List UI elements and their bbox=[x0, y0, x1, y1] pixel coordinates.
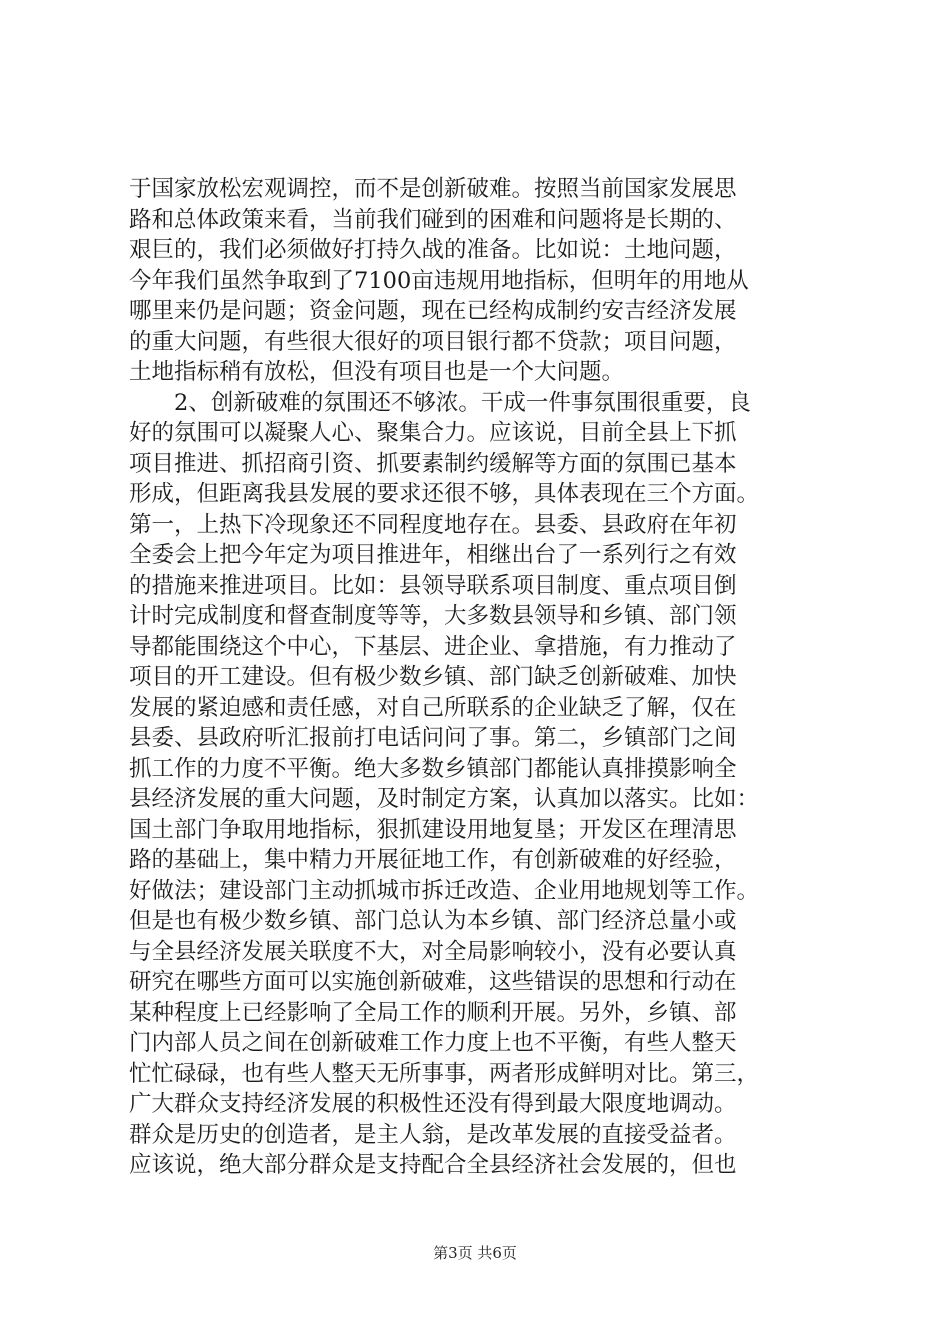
text-line: 全委会上把今年定为项目推进年，相继出台了一系列行之有效 bbox=[129, 542, 737, 568]
text-line: 今年我们虽然争取到了7100亩违规用地指标，但明年的用地从 bbox=[129, 267, 749, 294]
text-line: 导都能围绕这个中心，下基层、进企业、拿措施，有力推动了 bbox=[129, 633, 737, 660]
text-line: 于国家放松宏观调控，而不是创新破难。按照当前国家发展思 bbox=[129, 176, 737, 202]
text-line: 与全县经济发展关联度不大，对全局影响较小，没有必要认真 bbox=[129, 938, 737, 965]
text-line: 第一，上热下冷现象还不同程度地存在。县委、县政府在年初 bbox=[129, 511, 737, 538]
text-line: 2、创新破难的氛围还不够浓。干成一件事氛围很重要，良 bbox=[129, 389, 751, 416]
text-line: 土地指标稍有放松，但没有项目也是一个大问题。 bbox=[129, 359, 625, 385]
text-line: 好的氛围可以凝聚人心、聚集合力。应该说，目前全县上下抓 bbox=[129, 420, 737, 446]
text-line: 哪里来仍是问题；资金问题，现在已经构成制约安吉经济发展 bbox=[129, 298, 737, 324]
text-line: 忙忙碌碌，也有些人整天无所事事，两者形成鲜明对比。第三， bbox=[129, 1060, 760, 1087]
text-line: 抓工作的力度不平衡。绝大多数乡镇部门都能认真排摸影响全 bbox=[129, 755, 737, 782]
text-line: 县经济发展的重大问题，及时制定方案，认真加以落实。比如： bbox=[129, 786, 760, 812]
text-line: 项目的开工建设。但有极少数乡镇、部门缺乏创新破难、加快 bbox=[129, 664, 737, 690]
text-line: 路和总体政策来看，当前我们碰到的困难和问题将是长期的、 bbox=[129, 206, 737, 233]
text-line: 艰巨的，我们必须做好打持久战的准备。比如说：土地问题， bbox=[129, 237, 737, 263]
text-line: 好做法；建设部门主动抓城市拆迁改造、企业用地规划等工作。 bbox=[129, 877, 760, 904]
text-line: 群众是历史的创造者，是主人翁，是改革发展的直接受益者。 bbox=[129, 1121, 737, 1148]
text-line: 项目推进、抓招商引资、抓要素制约缓解等方面的氛围已基本 bbox=[129, 450, 737, 477]
text-line: 应该说，绝大部分群众是支持配合全县经济社会发展的，但也 bbox=[129, 1152, 737, 1178]
text-line: 研究在哪些方面可以实施创新破难，这些错误的思想和行动在 bbox=[129, 969, 737, 995]
text-line: 路的基础上，集中精力开展征地工作，有创新破难的好经验， bbox=[129, 847, 737, 873]
page-footer: 第3页 共6页 bbox=[433, 1244, 517, 1262]
text-line: 的重大问题，有些很大很好的项目银行都不贷款；项目问题， bbox=[129, 328, 737, 355]
text-line: 广大群众支持经济发展的积极性还没有得到最大限度地调动。 bbox=[129, 1091, 737, 1117]
text-line: 计时完成制度和督查制度等等，大多数县领导和乡镇、部门领 bbox=[129, 603, 737, 629]
text-line: 某种程度上已经影响了全局工作的顺利开展。另外，乡镇、部 bbox=[129, 999, 737, 1026]
body-text bbox=[129, 174, 829, 1181]
text-line: 县委、县政府听汇报前打电话问问了事。第二，乡镇部门之间 bbox=[129, 725, 737, 751]
text-line: 形成，但距离我县发展的要求还很不够，具体表现在三个方面。 bbox=[129, 481, 760, 507]
text-line: 的措施来推进项目。比如：县领导联系项目制度、重点项目倒 bbox=[129, 572, 737, 599]
text-line: 但是也有极少数乡镇、部门总认为本乡镇、部门经济总量小或 bbox=[129, 908, 737, 934]
text-line: 门内部人员之间在创新破难工作力度上也不平衡，有些人整天 bbox=[129, 1030, 737, 1056]
text-line: 国土部门争取用地指标，狠抓建设用地复垦；开发区在理清思 bbox=[129, 816, 737, 843]
text-line: 发展的紧迫感和责任感，对自己所联系的企业缺乏了解，仅在 bbox=[129, 694, 737, 721]
